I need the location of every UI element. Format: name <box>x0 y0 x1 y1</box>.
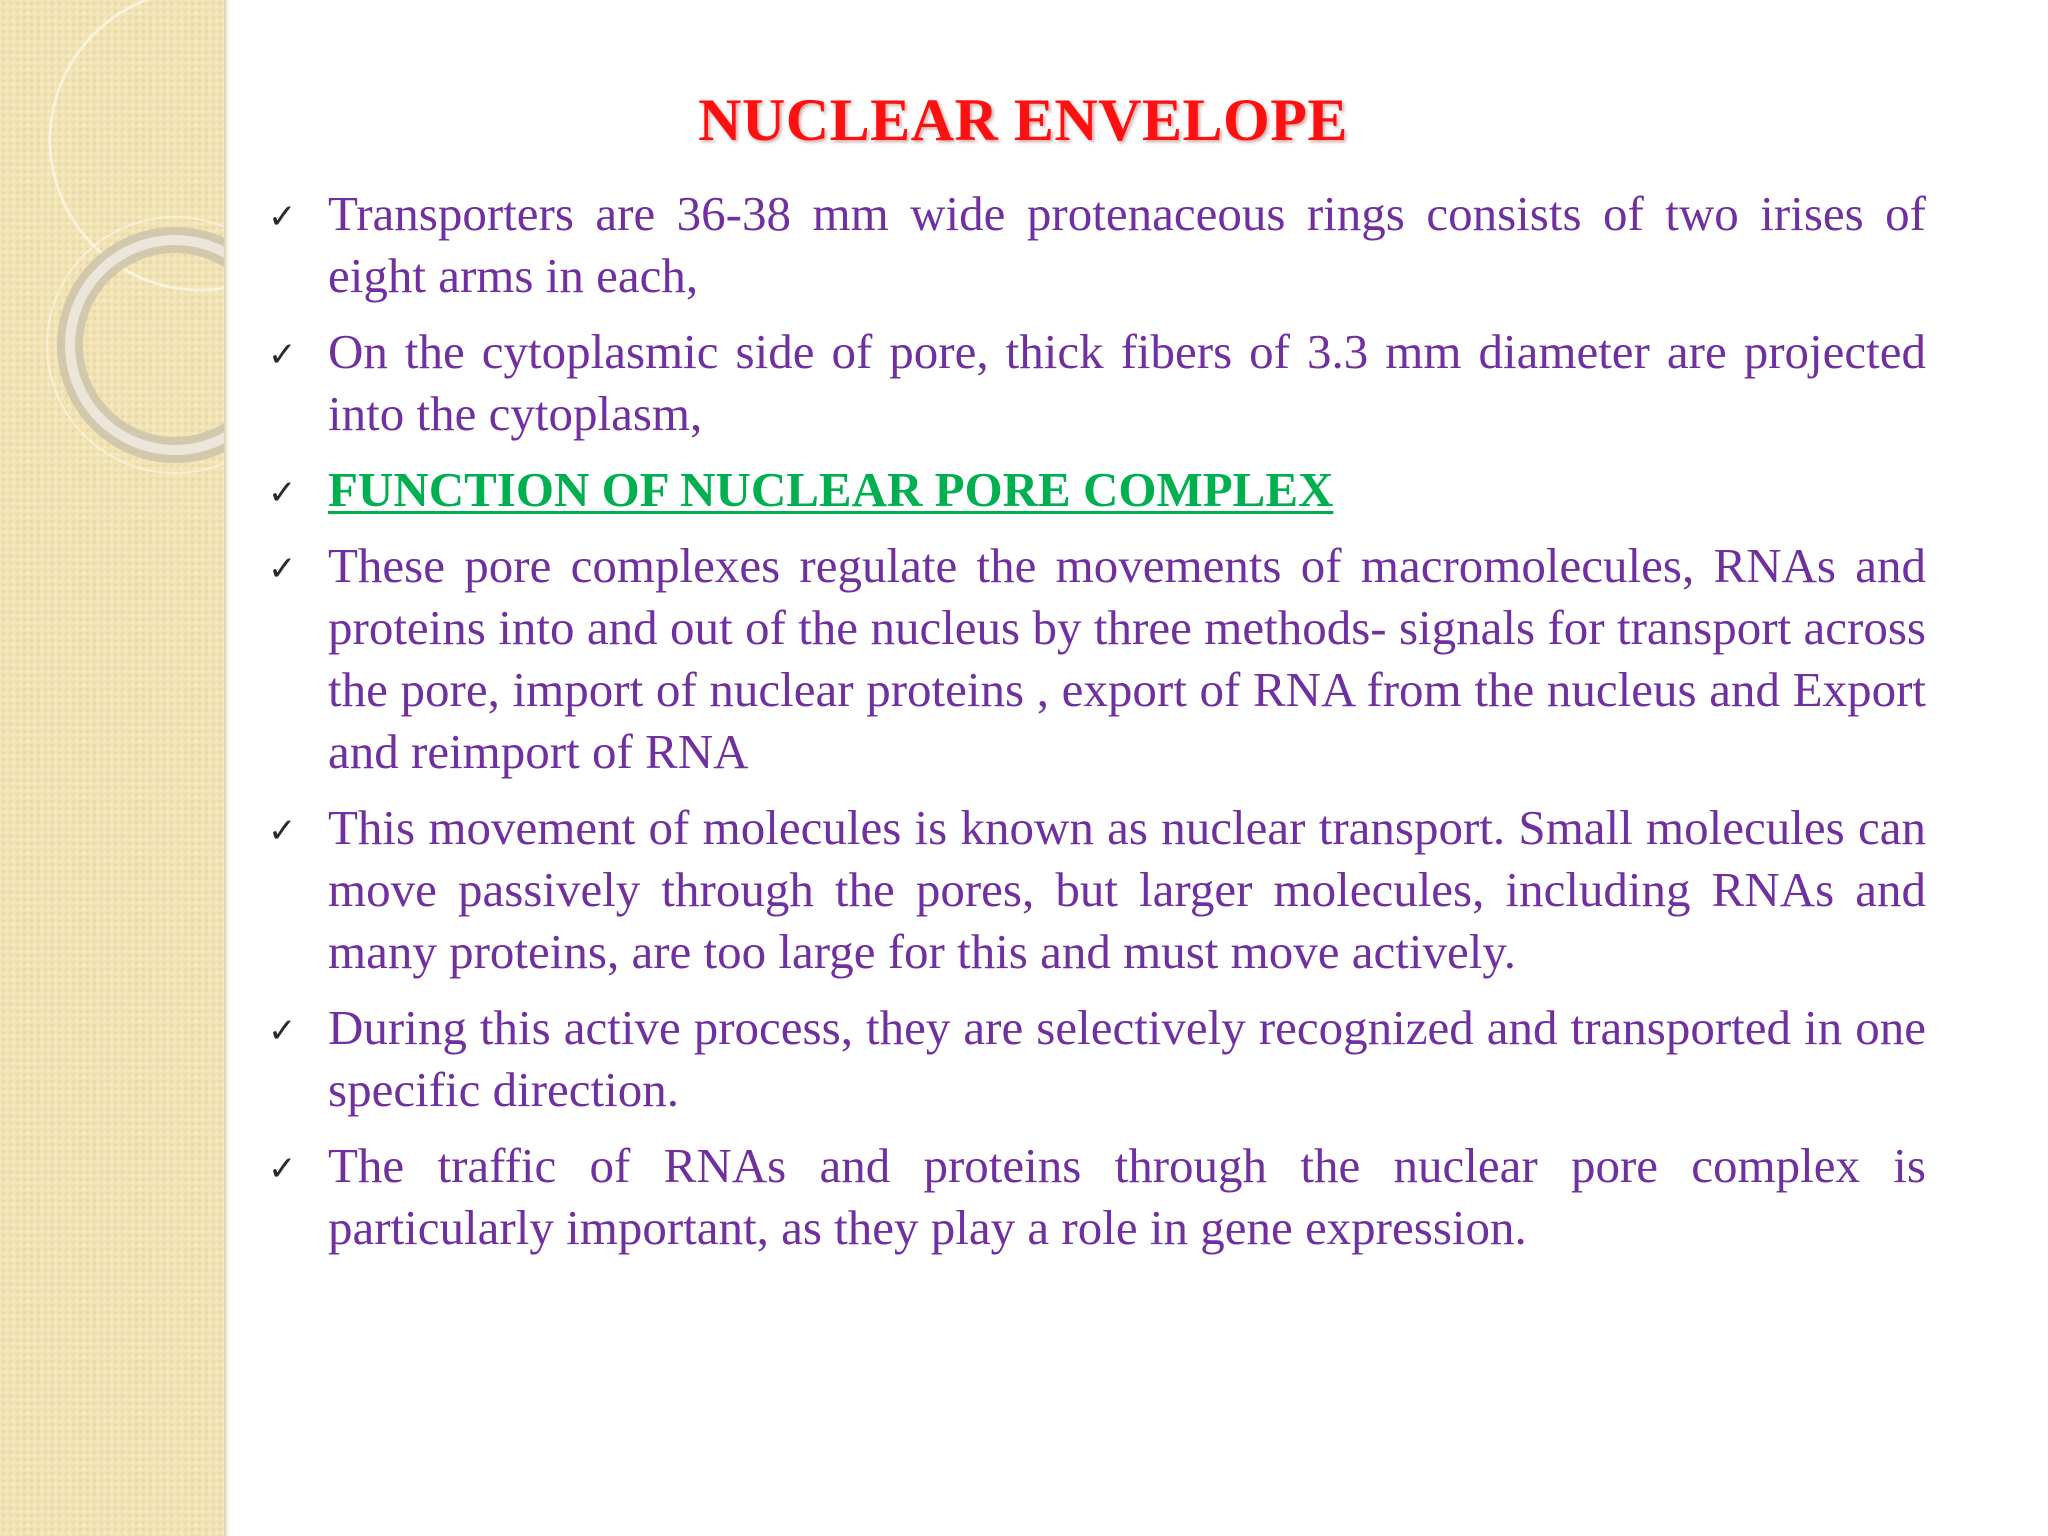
check-icon: ✓ <box>268 1011 297 1051</box>
bullet-list <box>268 183 1926 1273</box>
bullet-item <box>268 321 1926 445</box>
check-icon: ✓ <box>268 1149 297 1189</box>
bullet-text: During this active process, they are selectively recognized and transported in one specific direction. <box>328 1000 1926 1117</box>
check-icon: ✓ <box>268 473 297 513</box>
bullet-item <box>268 183 1926 307</box>
bullet-item <box>268 535 1926 783</box>
slide-title: NUCLEAR ENVELOPE <box>698 87 1348 153</box>
sidebar-edge <box>224 0 230 1536</box>
bullet-text: These pore complexes regulate the movements of macromolecules, RNAs and proteins into and out of the nucleus by three methods- signals for transport across the pore, import of nuclear proteins , export of RNA from the nucleus and Export and reimport of RNA <box>328 538 1926 779</box>
bullet-text: The traffic of RNAs and proteins through the nuclear pore complex is particularly important, as they play a role in gene expression. <box>328 1138 1926 1255</box>
bullet-text: On the cytoplasmic side of pore, thick fibers of 3.3 mm diameter are projected into the cytoplasm, <box>328 324 1926 441</box>
decorative-rings <box>0 0 228 520</box>
bullet-item <box>268 797 1926 983</box>
check-icon: ✓ <box>268 335 297 375</box>
check-icon: ✓ <box>268 197 297 237</box>
section-heading: FUNCTION OF NUCLEAR PORE COMPLEX <box>328 462 1334 517</box>
bullet-item <box>268 997 1926 1121</box>
bullet-text: Transporters are 36-38 mm wide protenaceous rings consists of two irises of eight arms in each, <box>328 186 1926 303</box>
check-icon: ✓ <box>268 811 297 851</box>
bullet-text: This movement of molecules is known as nuclear transport. Small molecules can move passively through the pores, but larger molecules, including RNAs and many proteins, are too large for this and must move actively. <box>328 800 1926 979</box>
bullet-item-heading <box>268 459 1926 521</box>
decorative-sidebar <box>0 0 228 1536</box>
check-icon: ✓ <box>268 549 297 589</box>
bullet-item <box>268 1135 1926 1259</box>
